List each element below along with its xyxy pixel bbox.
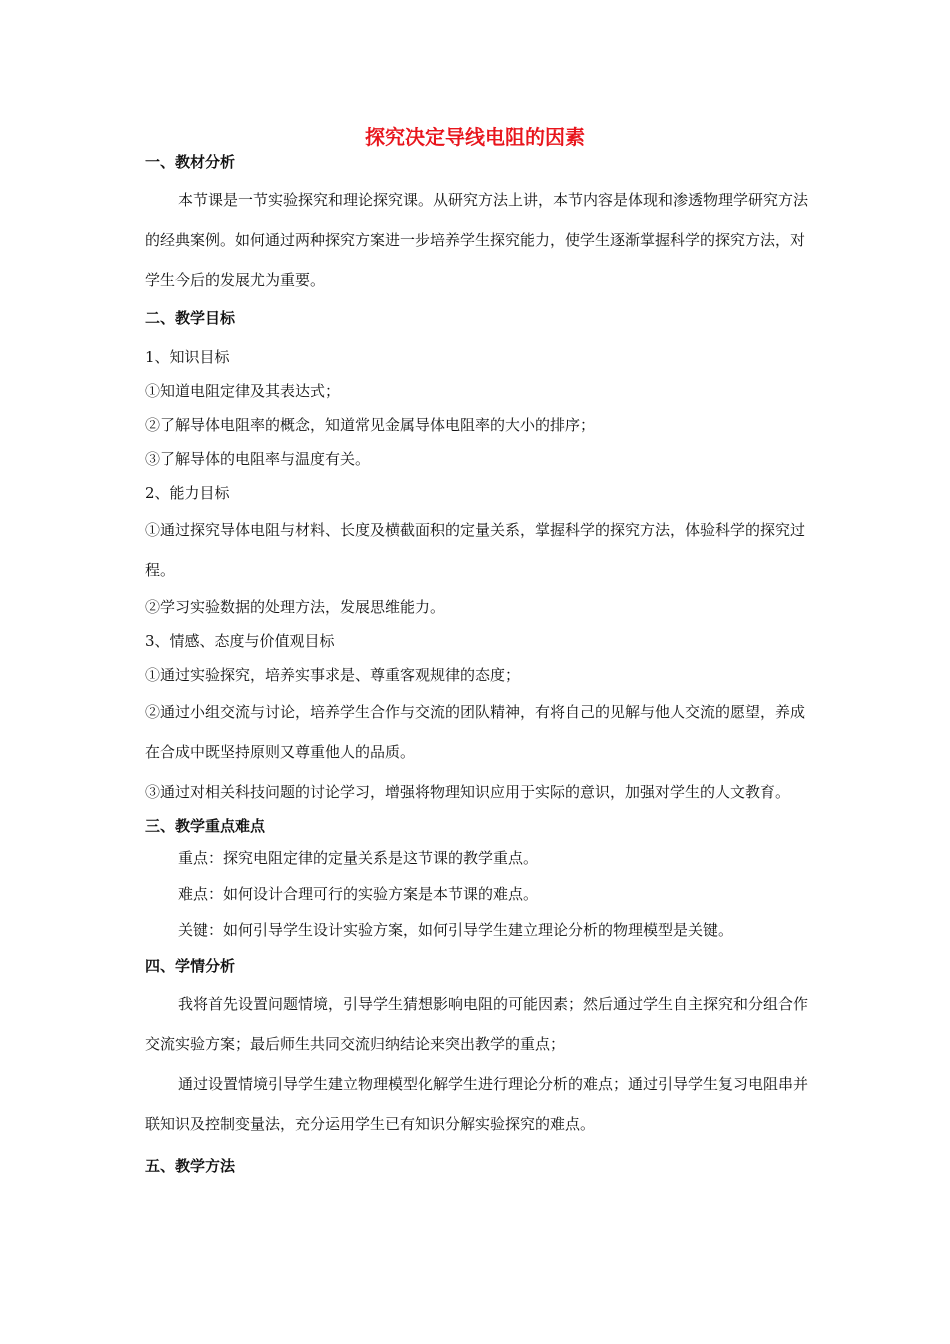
ability-goal-item: ②学习实验数据的处理方法，发展思维能力。: [145, 598, 446, 616]
key-point-item: 重点：探究电阻定律的定量关系是这节课的教学重点。: [178, 849, 539, 867]
emotion-goal-item: ③通过对相关科技问题的讨论学习，增强将物理知识应用于实际的意识，加强对学生的人文教育。: [145, 783, 791, 801]
student-analysis-paragraph: 通过设置情境引导学生建立物理模型化解学生进行理论分析的难点；通过引导学生复习电阻串并联知识及控制变量法，充分运用学生已有知识分解实验探究的难点。: [145, 1075, 809, 1133]
section-heading-key-points: 三、教学重点难点: [145, 817, 266, 835]
section-heading-student-analysis: 四、学情分析: [145, 957, 236, 975]
subheading-ability-goals: 2、能力目标: [145, 484, 230, 502]
key-point-item: 难点：如何设计合理可行的实验方案是本节课的难点。: [178, 885, 539, 903]
subheading-emotion-goals: 3、情感、态度与价值观目标: [145, 632, 335, 650]
section-heading-textbook-analysis: 一、教材分析: [145, 153, 236, 171]
knowledge-goal-item: ②了解导体电阻率的概念，知道常见金属导体电阻率的大小的排序；: [145, 416, 596, 434]
knowledge-goal-item: ③了解导体的电阻率与温度有关。: [145, 450, 371, 468]
textbook-analysis-paragraph: 本节课是一节实验探究和理论探究课。从研究方法上讲，本节内容是体现和渗透物理学研究方法的经典案例。如何通过两种探究方案进一步培养学生探究能力，使学生逐渐掌握科学的探究方法，对学生今后的发展尤为重要。: [145, 191, 809, 289]
section-heading-teaching-goals: 二、教学目标: [145, 309, 236, 327]
key-point-item: 关键：如何引导学生设计实验方案，如何引导学生建立理论分析的物理模型是关键。: [178, 921, 734, 939]
emotion-goal-item: ②通过小组交流与讨论，培养学生合作与交流的团队精神，有将自己的见解与他人交流的愿望，养成在合成中既坚持原则又尊重他人的品质。: [145, 703, 806, 761]
section-heading-teaching-methods: 五、教学方法: [145, 1157, 236, 1175]
emotion-goal-item: ①通过实验探究，培养实事求是、尊重客观规律的态度；: [145, 666, 521, 684]
document-title: 探究决定导线电阻的因素: [365, 125, 585, 149]
subheading-knowledge-goals: 1、知识目标: [145, 348, 230, 366]
knowledge-goal-item: ①知道电阻定律及其表达式；: [145, 382, 341, 400]
document-body: [145, 148, 810, 1180]
ability-goal-item: ①通过探究导体电阻与材料、长度及横截面积的定量关系，掌握科学的探究方法，体验科学的探究过程。: [145, 521, 806, 579]
student-analysis-paragraph: 我将首先设置问题情境，引导学生猜想影响电阻的可能因素；然后通过学生自主探究和分组合作交流实验方案；最后师生共同交流归纳结论来突出教学的重点；: [145, 995, 809, 1053]
